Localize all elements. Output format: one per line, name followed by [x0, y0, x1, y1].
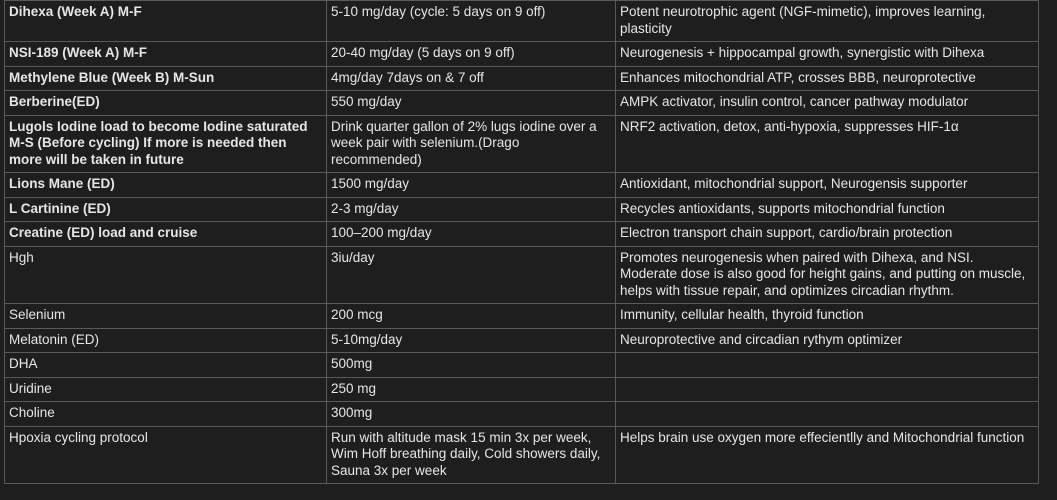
benefit-cell[interactable]: Promotes neurogenesis when paired with Dihexa, and NSI. Moderate dose is also good for height gains, and putting on muscle, helps with tissue repair, and optimizes circadian rhythm. — [616, 246, 1039, 304]
benefit-cell[interactable]: AMPK activator, insulin control, cancer pathway modulator — [616, 91, 1039, 116]
table-row — [5, 91, 1039, 116]
dose-cell[interactable]: Drink quarter gallon of 2% lugs iodine over a week pair with selenium.(Drago recommended) — [327, 115, 616, 173]
table-row — [5, 173, 1039, 198]
supplement-cell[interactable]: Hgh — [5, 246, 327, 304]
dose-cell[interactable]: 200 mcg — [327, 304, 616, 329]
table-row — [5, 328, 1039, 353]
dose-cell[interactable]: Run with altitude mask 15 min 3x per week, Wim Hoff breathing daily, Cold showers daily, Sauna 3x per week — [327, 426, 616, 484]
dose-cell[interactable]: 550 mg/day — [327, 91, 616, 116]
benefit-cell[interactable]: Neurogenesis + hippocampal growth, synergistic with Dihexa — [616, 42, 1039, 67]
dose-cell[interactable]: 4mg/day 7days on & 7 off — [327, 66, 616, 91]
supplement-cell[interactable]: Melatonin (ED) — [5, 328, 327, 353]
benefit-cell[interactable]: Electron transport chain support, cardio/brain protection — [616, 222, 1039, 247]
benefit-cell[interactable] — [616, 377, 1039, 402]
benefit-cell[interactable]: Potent neurotrophic agent (NGF-mimetic), improves learning, plasticity — [616, 1, 1039, 42]
benefit-cell[interactable]: Neuroprotective and circadian rythym optimizer — [616, 328, 1039, 353]
table-row — [5, 353, 1039, 378]
supplement-cell[interactable]: Methylene Blue (Week B) M-Sun — [5, 66, 327, 91]
benefit-cell[interactable]: Helps brain use oxygen more effecientlly and Mitochondrial function — [616, 426, 1039, 484]
table-row — [5, 246, 1039, 304]
dose-cell[interactable]: 2-3 mg/day — [327, 197, 616, 222]
benefit-cell[interactable] — [616, 402, 1039, 427]
benefit-cell[interactable]: Immunity, cellular health, thyroid function — [616, 304, 1039, 329]
document-table-container — [4, 0, 1038, 484]
table-row — [5, 115, 1039, 173]
benefit-cell[interactable]: Enhances mitochondrial ATP, crosses BBB, neuroprotective — [616, 66, 1039, 91]
table-row — [5, 1, 1039, 42]
supplement-cell[interactable]: Lions Mane (ED) — [5, 173, 327, 198]
table-row — [5, 66, 1039, 91]
table-row — [5, 426, 1039, 484]
dose-cell[interactable]: 100–200 mg/day — [327, 222, 616, 247]
dose-cell[interactable]: 300mg — [327, 402, 616, 427]
benefit-cell[interactable]: NRF2 activation, detox, anti-hypoxia, suppresses HIF-1α — [616, 115, 1039, 173]
table-row — [5, 377, 1039, 402]
dose-cell[interactable]: 5-10mg/day — [327, 328, 616, 353]
dose-cell[interactable]: 5-10 mg/day (cycle: 5 days on 9 off) — [327, 1, 616, 42]
table-row — [5, 197, 1039, 222]
benefit-cell[interactable] — [616, 353, 1039, 378]
table-row — [5, 304, 1039, 329]
supplement-cell[interactable]: Lugols Iodine load to become Iodine saturated M-S (Before cycling) If more is needed then more will be taken in future — [5, 115, 327, 173]
dose-cell[interactable]: 20-40 mg/day (5 days on 9 off) — [327, 42, 616, 67]
dose-cell[interactable]: 250 mg — [327, 377, 616, 402]
dose-cell[interactable]: 1500 mg/day — [327, 173, 616, 198]
benefit-cell[interactable]: Recycles antioxidants, supports mitochondrial function — [616, 197, 1039, 222]
supplement-cell[interactable]: Uridine — [5, 377, 327, 402]
supplement-cell[interactable]: L Cartinine (ED) — [5, 197, 327, 222]
supplement-cell[interactable]: Selenium — [5, 304, 327, 329]
supplement-cell[interactable]: Choline — [5, 402, 327, 427]
table-row — [5, 402, 1039, 427]
supplement-cell[interactable]: Dihexa (Week A) M-F — [5, 1, 327, 42]
benefit-cell[interactable]: Antioxidant, mitochondrial support, Neurogensis supporter — [616, 173, 1039, 198]
dose-cell[interactable]: 500mg — [327, 353, 616, 378]
supplement-table — [4, 0, 1039, 484]
table-row — [5, 222, 1039, 247]
supplement-cell[interactable]: Berberine(ED) — [5, 91, 327, 116]
supplement-cell[interactable]: NSI-189 (Week A) M-F — [5, 42, 327, 67]
supplement-cell[interactable]: DHA — [5, 353, 327, 378]
supplement-cell[interactable]: Creatine (ED) load and cruise — [5, 222, 327, 247]
dose-cell[interactable]: 3iu/day — [327, 246, 616, 304]
supplement-cell[interactable]: Hpoxia cycling protocol — [5, 426, 327, 484]
table-row — [5, 42, 1039, 67]
